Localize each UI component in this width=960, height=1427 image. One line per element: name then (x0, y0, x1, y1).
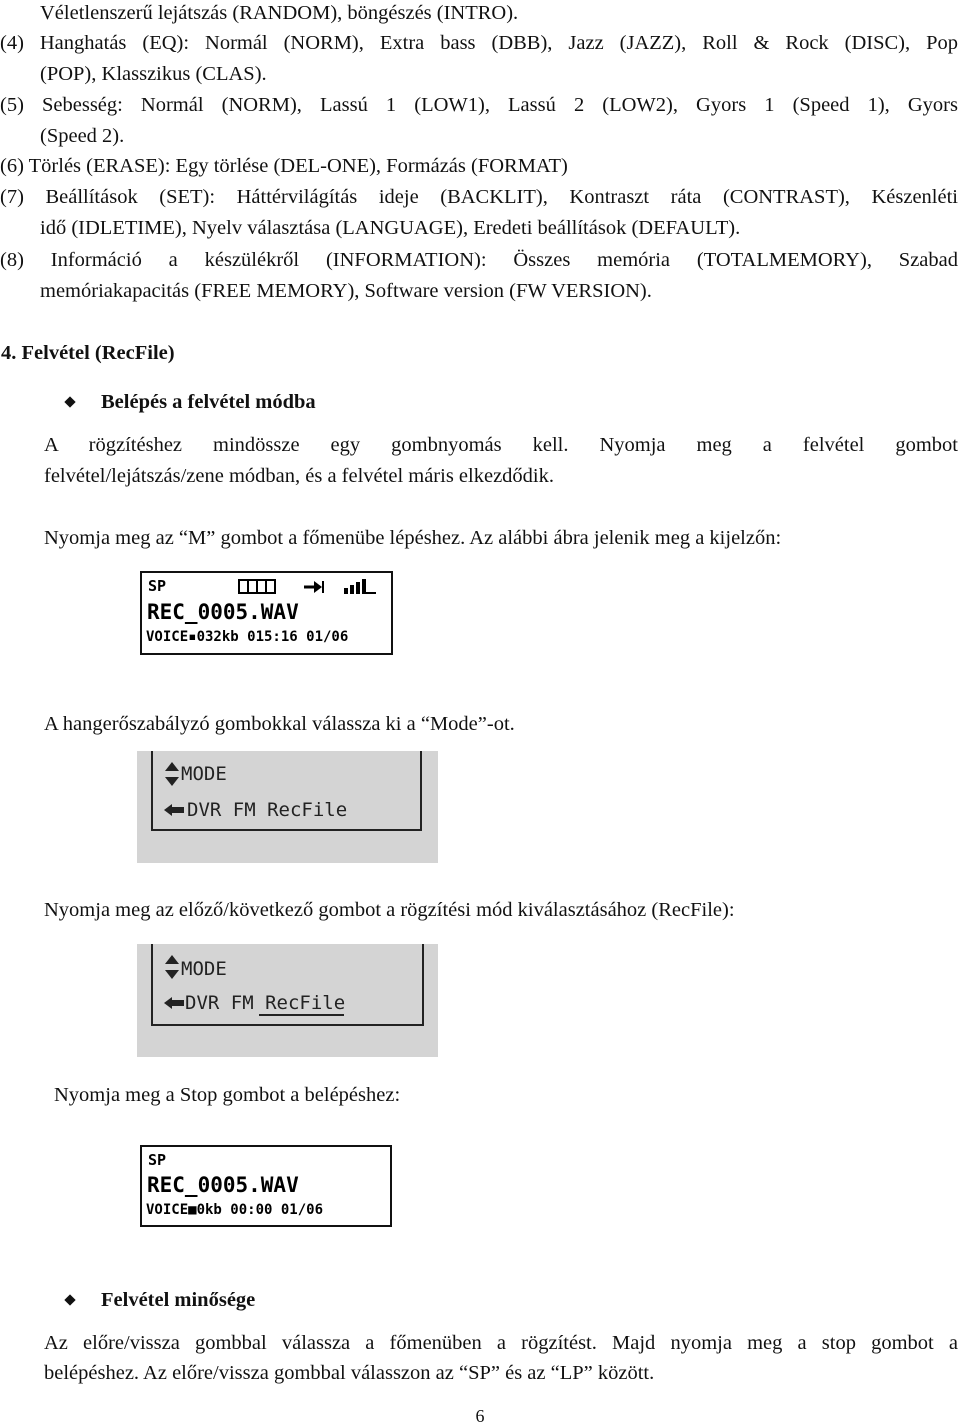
up-down-arrow-icon (163, 761, 181, 787)
bullet-diamond-icon (64, 396, 75, 407)
lcd-display-recording (140, 571, 393, 655)
record-arrow-icon (304, 581, 323, 593)
page-number: 6 (475, 1406, 485, 1426)
lcd-display-ready (140, 1145, 392, 1227)
paragraph-one-button: A rögzítéshez mindössze egy gombnyomás kell. Nyomja meg a felvétel gombot (44, 434, 958, 456)
paragraph-quality: Az előre/vissza gombbal válassza a főmenüben a rögzítést. Majd nyomja meg a stop gombot a (44, 1332, 958, 1354)
menu-options: DVR FM RecFile (185, 992, 346, 1014)
lcd-file-name: REC_0005.WAV (147, 600, 299, 624)
lcd-status-line: VOICE■0kb 00:00 01/06 (146, 1202, 324, 1218)
paragraph-quality-cont: belépéshez. Az előre/vissza gombbal válasszon az “SP” és az “LP” között. (44, 1362, 655, 1384)
list-item-speed-cont: (Speed 2). (40, 125, 125, 147)
recfile-underline (259, 1014, 344, 1016)
bullet-diamond-icon (64, 1294, 75, 1305)
section-title: 4. Felvétel (RecFile) (1, 342, 175, 364)
list-item-settings: (7) Beállítások (SET): Háttérvilágítás ideje (BACKLIT), Kontraszt ráta (CONTRAST), Készenléti (0, 186, 958, 208)
battery-icon (239, 580, 275, 593)
subsection-title-quality: Felvétel minősége (101, 1289, 256, 1311)
up-down-arrow-icon (163, 954, 181, 980)
lcd-mode-label: SP (148, 577, 167, 595)
list-item-speed: (5) Sebesség: Normál (NORM), Lassú 1 (LOW1), Lassú 2 (LOW2), Gyors 1 (Speed 1), Gyors (0, 94, 958, 116)
list-item-eq: (4) Hanghatás (EQ): Normál (NORM), Extra bass (DBB), Jazz (JAZZ), Roll & Rock (DISC), Pop (0, 32, 958, 54)
list-line-random: Véletlenszerű lejátszás (RANDOM), böngészés (INTRO). (40, 2, 519, 24)
paragraph-press-m: Nyomja meg az “M” gombot a főmenübe lépéshez. Az alábbi ábra jelenik meg a kijelzőn: (44, 527, 782, 549)
signal-bars-icon (344, 579, 376, 594)
left-arrow-icon (163, 996, 185, 1010)
paragraph-press-stop: Nyomja meg a Stop gombot a belépéshez: (54, 1084, 401, 1106)
subsection-title-enter-record: Belépés a felvétel módba (101, 391, 316, 413)
menu-title: MODE (181, 958, 227, 980)
menu-options: DVR FM RecFile (187, 799, 348, 821)
lcd-mode-label: SP (148, 1151, 167, 1169)
menu-screen-recfile (137, 944, 438, 1057)
lcd-file-name: REC_0005.WAV (147, 1173, 299, 1197)
menu-screen-mode (137, 751, 438, 863)
lcd-status-icons (238, 578, 378, 596)
paragraph-prev-next: Nyomja meg az előző/következő gombot a rögzítési mód kiválasztásához (RecFile): (44, 899, 735, 921)
list-item-eq-cont: (POP), Klasszikus (CLAS). (40, 63, 267, 85)
list-item-info: (8) Információ a készülékről (INFORMATION): Összes memória (TOTALMEMORY), Szabad (0, 249, 958, 271)
paragraph-select-mode: A hangerőszabályzó gombokkal válassza ki a “Mode”-ot. (44, 713, 515, 735)
lcd-status-line: VOICE▪032kb 015:16 01/06 (146, 629, 349, 645)
list-item-info-cont: memóriakapacitás (FREE MEMORY), Software version (FW VERSION). (40, 280, 652, 302)
list-item-erase: (6) Törlés (ERASE): Egy törlése (DEL-ONE), Formázás (FORMAT) (0, 155, 568, 177)
paragraph-one-button-cont: felvétel/lejátszás/zene módban, és a felvétel máris elkezdődik. (44, 465, 554, 487)
list-item-settings-cont: idő (IDLETIME), Nyelv választása (LANGUAGE), Eredeti beállítások (DEFAULT). (40, 217, 741, 239)
menu-title: MODE (181, 763, 227, 785)
left-arrow-icon (163, 803, 185, 817)
